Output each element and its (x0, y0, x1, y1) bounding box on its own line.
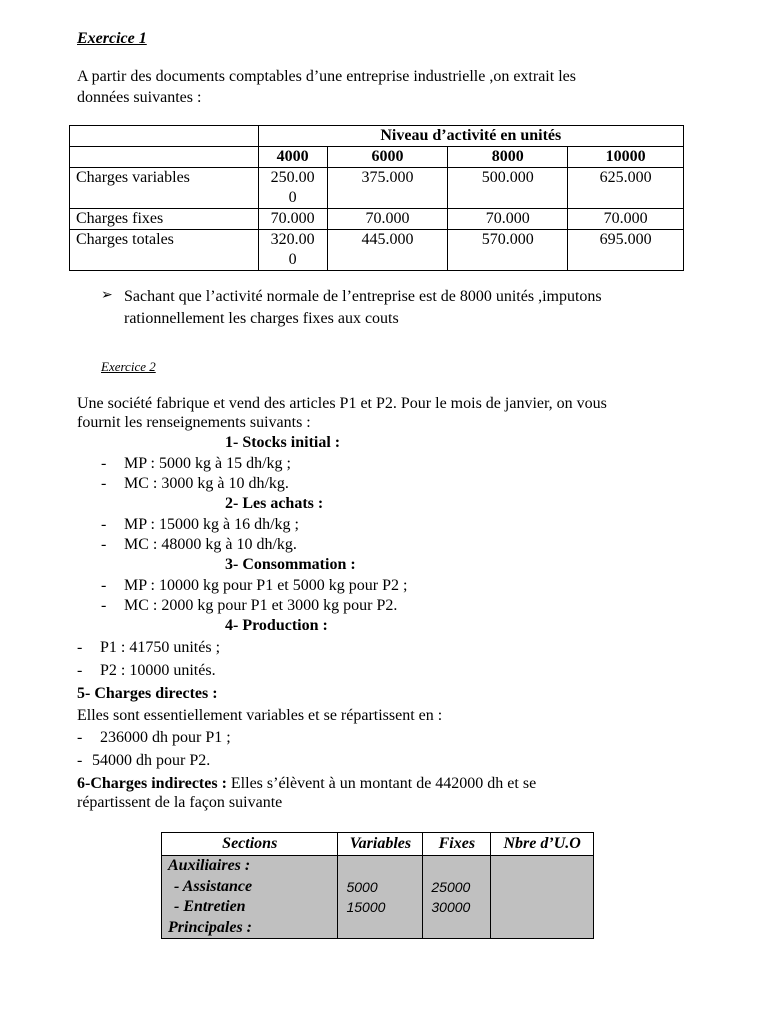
dash: - (101, 475, 107, 492)
table-header: Variables (338, 833, 423, 856)
table-cell: 625.000 (568, 168, 684, 209)
exercice2-title: Exercice 2 (101, 359, 156, 374)
list-item: MP : 10000 kg pour P1 et 5000 kg pour P2 ; (124, 577, 408, 594)
table-row (70, 230, 684, 271)
table-header: Nbre d’U.O (491, 833, 594, 856)
list-item: MC : 3000 kg à 10 dh/kg. (124, 475, 289, 492)
section6-line2: répartissent de la façon suivante (77, 794, 283, 811)
section1-title: 1- Stocks initial : (225, 434, 341, 451)
list-item: MC : 2000 kg pour P1 et 3000 kg pour P2. (124, 597, 398, 614)
table-cell: 70.000 (568, 209, 684, 230)
list-item: MC : 48000 kg à 10 dh/kg. (124, 536, 297, 553)
section-label: - Assistance (174, 877, 253, 895)
list-item: 54000 dh pour P2. (92, 752, 211, 769)
dash: - (101, 455, 107, 472)
exercice1-bullet-line2: rationnellement les charges fixes aux couts (124, 310, 399, 327)
table-cell: 570.000 (448, 230, 568, 271)
variables-cell (338, 856, 423, 939)
exercice1-intro-line2: données suivantes : (77, 89, 202, 106)
dash: - (77, 639, 83, 656)
exercice2-intro-line1: Une société fabrique et vend des articles P1 et P2. Pour le mois de janvier, on vous (77, 395, 607, 412)
level-header: 4000 (258, 147, 327, 168)
fixed-value: 30000 (431, 899, 471, 915)
table-empty-cell (70, 147, 259, 168)
section3-title: 3- Consommation : (225, 556, 356, 573)
row-label: Charges variables (70, 168, 259, 209)
activity-level-header: Niveau d’activité en unités (258, 126, 683, 147)
nbre-uo-cell (491, 856, 594, 939)
dash: - (77, 662, 83, 679)
table-cell: 70.000 (448, 209, 568, 230)
section6-title: 6-Charges indirectes : (77, 775, 227, 792)
table-header: Fixes (423, 833, 491, 856)
section5-text: Elles sont essentiellement variables et se répartissent en : (77, 707, 443, 724)
section4-title: 4- Production : (225, 617, 328, 634)
table-cell: 445.000 (327, 230, 448, 271)
table-row (70, 168, 684, 209)
fixed-value: 25000 (431, 878, 471, 895)
list-item: P2 : 10000 unités. (100, 662, 216, 679)
sections-cell (162, 856, 338, 939)
arrow-bullet-icon: ➢ (101, 288, 113, 303)
table-cell: 250.00 0 (258, 168, 327, 209)
list-item: MP : 15000 kg à 16 dh/kg ; (124, 516, 299, 533)
level-header: 6000 (327, 147, 448, 168)
sections-table (161, 832, 594, 939)
row-label: Charges totales (70, 230, 259, 271)
section-label: - Entretien (174, 898, 246, 915)
dash: - (101, 516, 107, 533)
list-item: MP : 5000 kg à 15 dh/kg ; (124, 455, 291, 472)
variable-value: 5000 (346, 878, 378, 895)
level-header: 8000 (448, 147, 568, 168)
section-label: Auxiliaires : (168, 857, 251, 874)
section5-title: 5- Charges directes : (77, 685, 218, 702)
charges-table (69, 125, 684, 271)
row-label: Charges fixes (70, 209, 259, 230)
table-row (70, 147, 684, 168)
section6-line1 (77, 774, 536, 794)
fixes-cell (423, 856, 491, 939)
exercice1-bullet-line1: Sachant que l’activité normale de l’entreprise est de 8000 unités ,imputons (124, 288, 602, 305)
section-label: Principales : (168, 918, 252, 936)
exercice1-intro-line1: A partir des documents comptables d’une entreprise industrielle ,on extrait les (77, 68, 576, 85)
table-cell: 320.00 0 (258, 230, 327, 271)
table-header: Sections (162, 833, 338, 856)
exercice2-intro-line2: fournit les renseignements suivants : (77, 414, 311, 431)
dash: - (101, 536, 107, 553)
dash: - (101, 577, 107, 594)
variable-value: 15000 (346, 899, 386, 915)
section6-text: Elles s’élèvent à un montant de 442000 dh et se (226, 775, 537, 792)
list-item: 236000 dh pour P1 ; (100, 729, 231, 746)
table-cell: 70.000 (258, 209, 327, 230)
dash: - (77, 729, 83, 746)
exercice1-title: Exercice 1 (77, 30, 147, 47)
table-row (70, 209, 684, 230)
table-row (70, 126, 684, 147)
table-corner-cell (70, 126, 259, 147)
table-cell: 500.000 (448, 168, 568, 209)
table-cell: 70.000 (327, 209, 448, 230)
list-item: P1 : 41750 unités ; (100, 639, 221, 656)
table-cell: 375.000 (327, 168, 448, 209)
level-header: 10000 (568, 147, 684, 168)
table-row (162, 856, 594, 939)
table-header-row (162, 833, 594, 856)
section2-title: 2- Les achats : (225, 495, 324, 512)
dash: - (77, 752, 83, 769)
table-cell: 695.000 (568, 230, 684, 271)
dash: - (101, 597, 107, 614)
